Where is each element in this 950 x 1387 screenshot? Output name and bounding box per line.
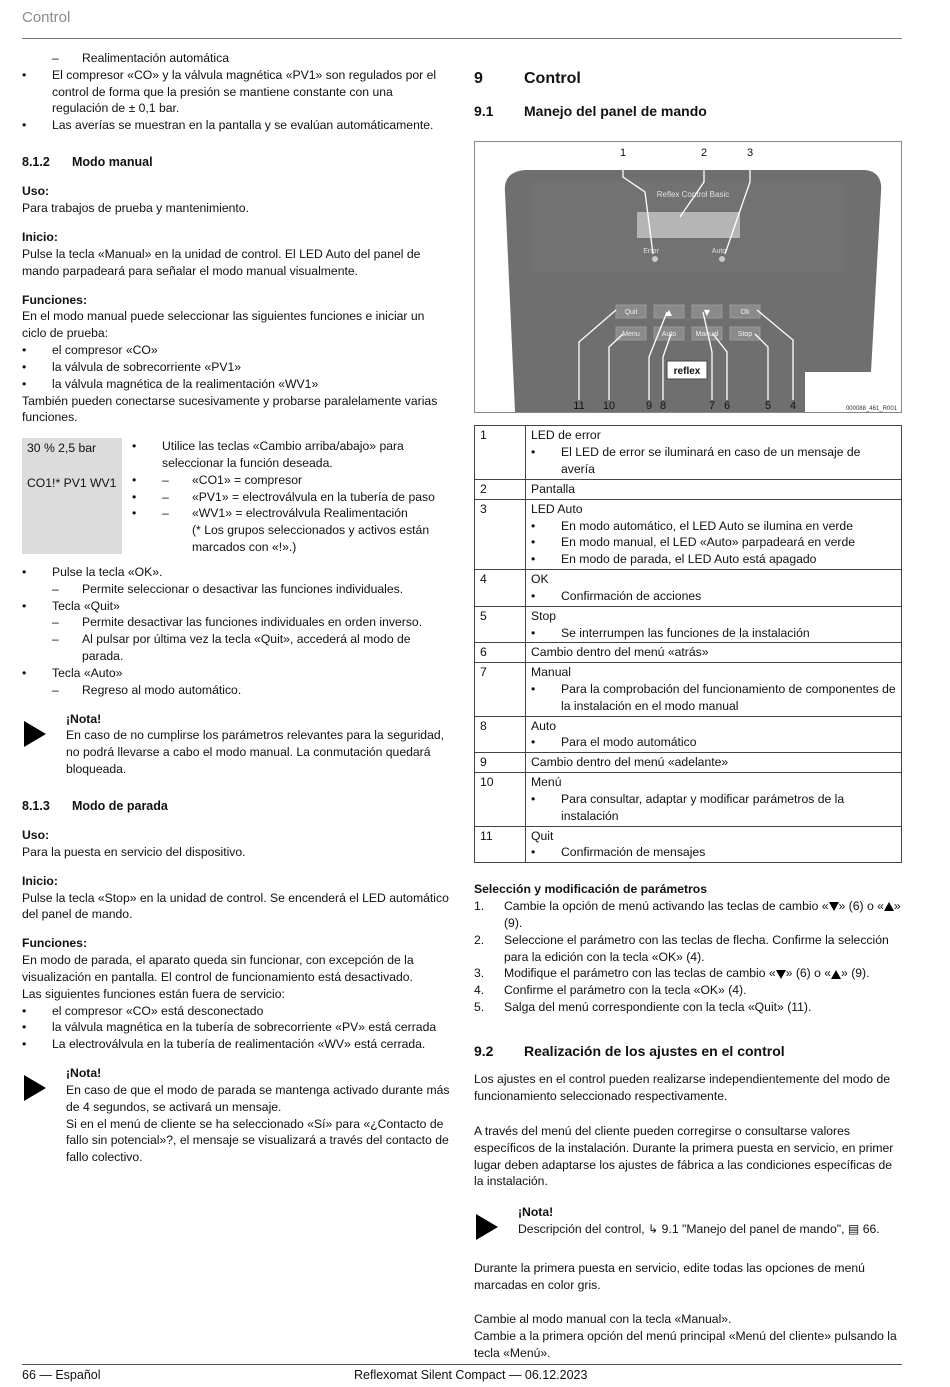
legend-description <box>526 499 902 569</box>
legend-row <box>475 499 902 569</box>
paragraph: Cambie al modo manual con la tecla «Manual». <box>474 1312 732 1327</box>
display-line-2: CO1!* PV1 WV1 <box>27 475 117 490</box>
legend-number: 7 <box>475 663 526 716</box>
step-item: 1. Cambie la opción de menú activando las teclas de cambio « » (6) o « » (9). <box>474 899 901 930</box>
note-manual <box>22 711 452 778</box>
page-header: Control <box>22 9 71 26</box>
intro-dash: – Realimentación automática <box>22 50 452 67</box>
paragraph: Durante la primera puesta en servicio, edite todas las opciones de menú marcadas en color gris. <box>474 1260 865 1292</box>
inicio-heading: Inicio: <box>22 873 58 888</box>
callout-label-1: 1 <box>619 147 627 160</box>
box-bullet: • Utilice las teclas «Cambio arriba/abajo» para seleccionar la función deseada. <box>132 438 452 472</box>
display-line-1: 30 % 2,5 bar <box>27 441 97 456</box>
legend-row <box>475 479 902 499</box>
legend-title: Manual <box>531 665 571 680</box>
funciones-heading: Funciones: <box>22 936 88 951</box>
note-text: Si en el menú de cliente se ha seleccionado «Sí» para «¿Contacto de fallo sin potencial»?, el mensaje se visualizará a través del contacto de fallo colectivo. <box>66 1116 449 1165</box>
chapter-heading-9: 9 Control <box>474 70 581 87</box>
legend-title: Auto <box>531 718 557 733</box>
section-heading-8-1-3: 8.1.3 Modo de parada <box>22 798 168 813</box>
legend-bullet: • En modo automático, el LED Auto se ilumina en verde <box>531 518 896 535</box>
legend-title: Quit <box>531 828 554 843</box>
footer-divider <box>22 1364 902 1365</box>
legend-bullet: • Para la comprobación del funcionamiento de componentes de la instalación en el modo manual <box>531 681 896 715</box>
key-dash: – Regreso al modo automático. <box>22 682 452 699</box>
legend-row <box>475 663 902 716</box>
callout-label-7: 7 <box>708 400 716 413</box>
inicio-text: Pulse la tecla «Stop» en la unidad de control. Se encenderá el LED automático del panel de mando. <box>22 890 449 922</box>
arrow-down-icon <box>829 902 839 911</box>
function-bullet: • el compresor «CO» <box>22 342 452 359</box>
auto-button-label: Auto <box>661 331 677 339</box>
legend-bullet: • En modo de parada, el LED Auto está apagado <box>531 551 896 568</box>
paragraph: Cambie a la primera opción del menú principal «Menú del cliente» pulsando la tecla «Menú». <box>474 1329 897 1361</box>
uso-heading: Uso: <box>22 184 50 199</box>
note-arrow-icon <box>476 1214 498 1240</box>
legend-table <box>474 425 902 863</box>
quit-button-label: Quit <box>624 309 638 317</box>
key-bullet: • Pulse la tecla «OK». <box>22 564 452 581</box>
legend-description <box>526 426 902 479</box>
box-dash: • – «PV1» = electroválvula en la tubería de paso <box>132 489 452 506</box>
note-stop <box>22 1065 452 1166</box>
function-bullet: • el compresor «CO» está desconectado <box>22 1003 452 1020</box>
section-heading-9-1: 9.1 Manejo del panel de mando <box>474 103 707 120</box>
legend-description <box>526 643 902 663</box>
arrow-up-icon <box>831 970 841 979</box>
panel-title: Reflex Control Basic <box>656 190 730 200</box>
uso-text: Para trabajos de prueba y mantenimiento. <box>22 201 249 216</box>
control-panel-diagram <box>475 142 901 412</box>
display-example-box <box>22 438 452 556</box>
legend-row <box>475 716 902 753</box>
page-reference-icon: ▤ <box>847 1222 860 1236</box>
legend-bullet: • Se interrumpen las funciones de la instalación <box>531 625 896 642</box>
legend-row <box>475 606 902 643</box>
control-panel-figure <box>474 141 902 413</box>
step-item: 3. Modifique el parámetro con las teclas de cambio « » (6) o « » (9). <box>474 966 870 981</box>
note-title: ¡Nota! <box>66 711 102 726</box>
legend-row <box>475 643 902 663</box>
legend-title: Stop <box>531 608 557 623</box>
error-led <box>652 256 658 262</box>
legend-title: Cambio dentro del menú «atrás» <box>531 645 709 660</box>
legend-title: OK <box>531 572 549 587</box>
legend-description <box>526 716 902 753</box>
function-bullet: • la válvula magnética en la tubería de sobrecorriente «PV» está cerrada <box>22 1019 452 1036</box>
arrow-down-icon <box>776 970 786 979</box>
funciones-text: En modo de parada, el aparato queda sin funcionar, con excepción de la visualización en pantalla. El control de funcionamiento está desactivado. <box>22 953 414 984</box>
step-item: 2. Seleccione el parámetro con las teclas de flecha. Confirme la selección para la edición con la tecla «OK» (4). <box>474 932 889 964</box>
function-bullet: • la válvula de sobrecorriente «PV1» <box>22 359 452 376</box>
legend-number: 9 <box>475 753 526 773</box>
note-text: En caso de no cumplirse los parámetros relevantes para la seguridad, no podrá llevarse a cabo el modo manual. La conmutación quedará bloqueada. <box>66 728 445 777</box>
figure-code: 000088_461_R001 <box>845 406 897 413</box>
callout-label-10: 10 <box>602 400 616 413</box>
legend-row <box>475 570 902 607</box>
funciones-text-2: También pueden conectarse sucesivamente y probarse paralelamente varias funciones. <box>22 393 438 425</box>
legend-bullet: • Para el modo automático <box>531 734 896 751</box>
callout-label-6: 6 <box>723 400 731 413</box>
note-control <box>474 1204 902 1238</box>
callout-label-4: 4 <box>789 400 797 413</box>
footer-doc: Reflexomat Silent Compact — 06.12.2023 <box>354 1368 588 1382</box>
section-heading-9-2: 9.2 Realización de los ajustes en el control <box>474 1042 785 1059</box>
legend-description <box>526 753 902 773</box>
callout-label-5: 5 <box>764 400 772 413</box>
callout-label-3: 3 <box>746 147 754 160</box>
paragraph: A través del menú del cliente pueden corregirse o consultarse valores específicos de la instalación. Durante la primera puesta en servicio, en primer lugar deben adaptarse los ajustes de fábrica a las condiciones específicas de la instalación. <box>474 1123 894 1189</box>
legend-description <box>526 826 902 863</box>
legend-bullet: • En modo manual, el LED «Auto» parpadeará en verde <box>531 534 896 551</box>
legend-bullet: • Para consultar, adaptar y modificar parámetros de la instalación <box>531 791 896 825</box>
key-dash: – Permite desactivar las funciones individuales en orden inverso. <box>22 614 452 631</box>
function-bullet: • La electroválvula en la tubería de realimentación «WV» está cerrada. <box>22 1036 452 1053</box>
legend-table-body <box>475 426 902 863</box>
legend-title: LED Auto <box>531 501 583 516</box>
auto-led <box>719 256 725 262</box>
legend-description <box>526 773 902 826</box>
legend-number: 2 <box>475 479 526 499</box>
note-title: ¡Nota! <box>66 1066 102 1081</box>
intro-bullet: • El compresor «CO» y la válvula magnética «PV1» son regulados por el control de forma que la presión se mantiene constante con una regulación de ± 0,1 bar. <box>22 67 452 117</box>
arrow-up-icon <box>884 902 894 911</box>
legend-row <box>475 773 902 826</box>
auto-led-label: Auto <box>711 248 727 256</box>
funciones-text-2: Las siguientes funciones están fuera de servicio: <box>22 986 285 1001</box>
legend-description <box>526 479 902 499</box>
callout-label-11: 11 <box>573 400 585 413</box>
stop-button-label: Stop <box>737 331 753 339</box>
note-text: Descripción del control, ↳ 9.1 "Manejo del panel de mando", ▤ 66. <box>518 1222 880 1236</box>
display-explanation <box>122 438 452 556</box>
down-arrow-icon: ▼ <box>703 308 711 318</box>
legend-description <box>526 606 902 643</box>
legend-number: 4 <box>475 570 526 607</box>
step-item: 4. Confirme el parámetro con la tecla «OK» (4). <box>474 983 747 998</box>
box-dash: • – «WV1» = electroválvula Realimentación (* Los grupos seleccionados y activos están marcados con «!».) <box>132 505 452 555</box>
ok-button-label: Ok <box>740 309 750 317</box>
key-dash: – Permite seleccionar o desactivar las funciones individuales. <box>22 581 452 598</box>
legend-row <box>475 753 902 773</box>
header-divider <box>22 38 902 39</box>
legend-number: 3 <box>475 499 526 569</box>
legend-number: 8 <box>475 716 526 753</box>
function-bullet: • la válvula magnética de la realimentación «WV1» <box>22 376 452 393</box>
inicio-heading: Inicio: <box>22 230 58 245</box>
inicio-text: Pulse la tecla «Manual» en la unidad de control. El LED Auto del panel de mando parpadeará para señalar el modo manual visualmente. <box>22 246 421 278</box>
callout-label-8: 8 <box>659 400 667 413</box>
legend-bullet: • Confirmación de mensajes <box>531 844 896 861</box>
paragraph: Los ajustes en el control pueden realizarse independientemente del modo de funcionamiento seleccionado respectivamente. <box>474 1072 891 1104</box>
legend-number: 6 <box>475 643 526 663</box>
note-title: ¡Nota! <box>518 1205 554 1220</box>
legend-number: 10 <box>475 773 526 826</box>
legend-title: Cambio dentro del menú «adelante» <box>531 755 729 770</box>
legend-description <box>526 570 902 607</box>
reflex-logo-text: reflex <box>673 366 701 378</box>
legend-number: 1 <box>475 426 526 479</box>
note-arrow-icon <box>24 1075 46 1101</box>
display-example <box>22 438 122 554</box>
key-dash: – Al pulsar por última vez la tecla «Quit», accederá al modo de parada. <box>22 631 452 665</box>
selection-heading: Selección y modificación de parámetros <box>474 882 707 897</box>
section-heading-8-1-2: 8.1.2 Modo manual <box>22 155 153 170</box>
legend-row <box>475 826 902 863</box>
legend-description <box>526 663 902 716</box>
callout-label-9: 9 <box>645 400 653 413</box>
key-bullet: • Tecla «Auto» <box>22 665 452 682</box>
uso-heading: Uso: <box>22 828 50 843</box>
legend-bullet: • Confirmación de acciones <box>531 588 896 605</box>
legend-number: 5 <box>475 606 526 643</box>
legend-title: LED de error <box>531 428 601 443</box>
callout-label-2: 2 <box>700 147 708 160</box>
intro-bullet: • Las averías se muestran en la pantalla y se evalúan automáticamente. <box>22 117 452 134</box>
funciones-heading: Funciones: <box>22 292 88 307</box>
cross-reference-icon: ↳ <box>648 1222 659 1236</box>
funciones-text: En el modo manual puede seleccionar las siguientes funciones e iniciar un ciclo de prueba: <box>22 309 425 341</box>
note-arrow-icon <box>24 721 46 747</box>
up-arrow-icon: ▲ <box>665 308 673 318</box>
footer-page: 66 — Español <box>22 1368 101 1382</box>
note-text: En caso de que el modo de parada se mantenga activado durante más de 4 segundos, se activará un mensaje. <box>66 1082 450 1114</box>
error-led-label: Error <box>643 248 659 256</box>
legend-title: Menú <box>531 775 562 790</box>
key-bullet: • Tecla «Quit» <box>22 598 452 615</box>
manual-button-label: Manual <box>695 331 719 339</box>
legend-row <box>475 426 902 479</box>
box-dash: • – «CO1» = compresor <box>132 472 452 489</box>
left-column <box>22 50 452 1166</box>
legend-title: Pantalla <box>531 481 576 496</box>
right-column <box>474 68 902 1362</box>
step-item: 5. Salga del menú correspondiente con la tecla «Quit» (11). <box>474 1000 812 1015</box>
menu-button-label: Menu <box>622 331 640 339</box>
display-screen <box>637 212 740 238</box>
legend-bullet: • El LED de error se iluminará en caso de un mensaje de avería <box>531 444 896 478</box>
uso-text: Para la puesta en servicio del dispositivo. <box>22 844 246 859</box>
legend-number: 11 <box>475 826 526 863</box>
